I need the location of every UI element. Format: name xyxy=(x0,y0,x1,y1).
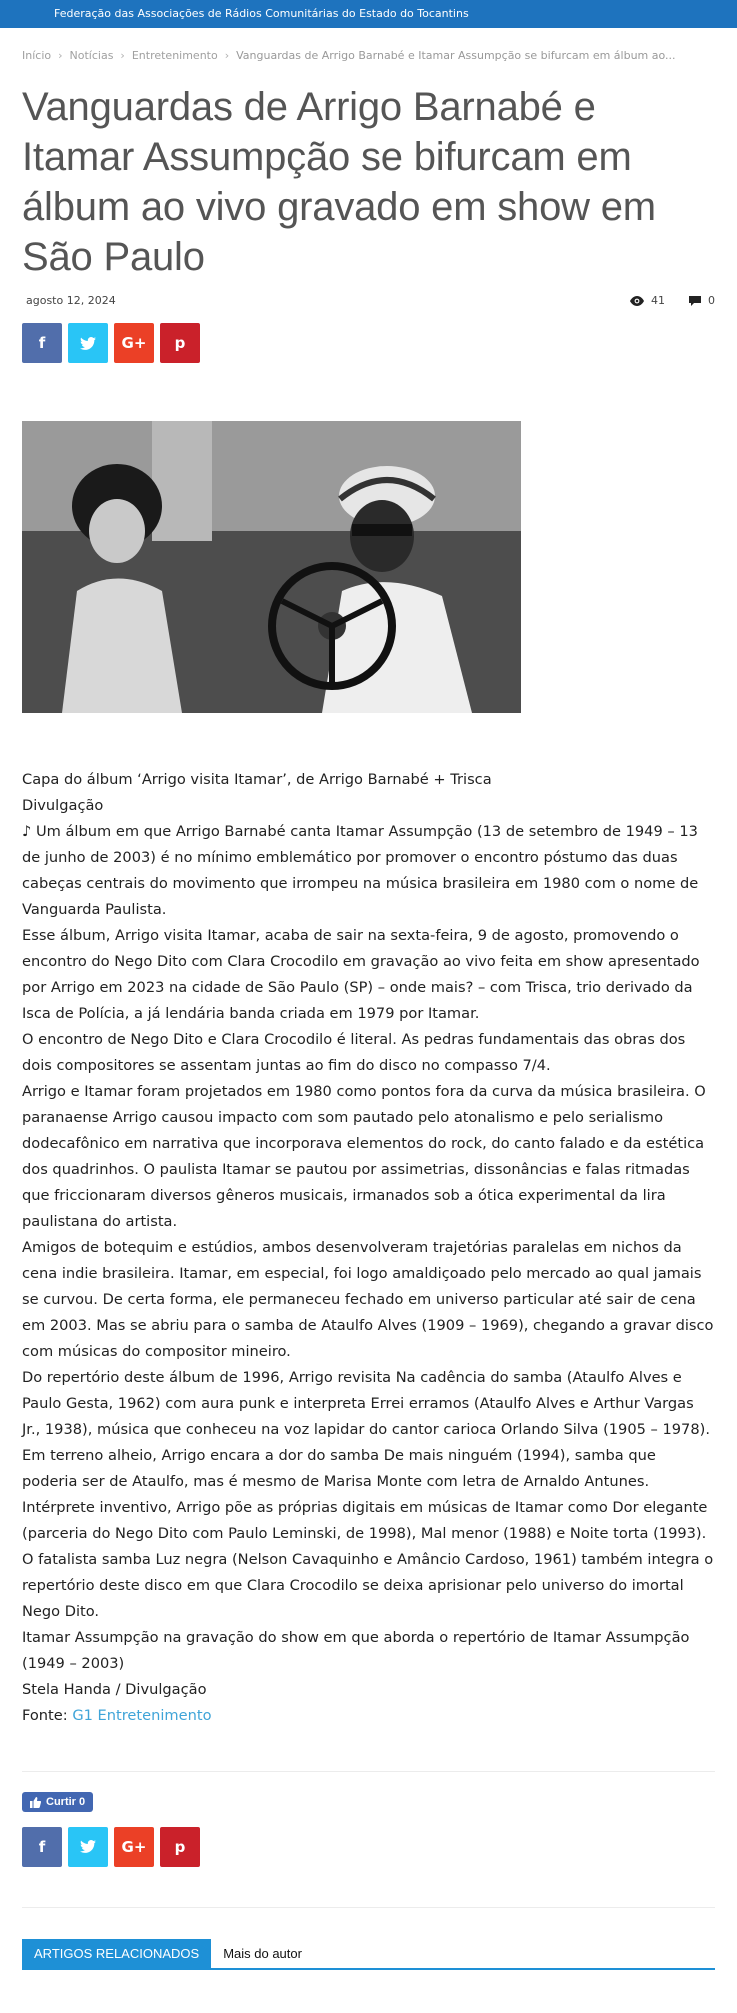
facebook-like-button[interactable] xyxy=(22,1792,93,1812)
source-line xyxy=(22,1703,715,1729)
related-tabs xyxy=(22,1940,715,1970)
divider xyxy=(22,1771,715,1772)
pinterest-icon: p xyxy=(174,1837,186,1856)
paragraph: Arrigo e Itamar foram projetados em 1980 como pontos fora da curva da música brasileira. O paranaense Arrigo causou impacto com som pautado pelo atonalismo e pelo serialismo dodecafônico em narrativa que incorporava elementos do rock, do canto falado e da estética dos quadrinhos. O paulista Itamar se pautou por assimetrias, dissonâncias e falas ritmadas que friccionaram diversos gêneros musicais, irmanados sob a ótica experimental da lira paulistana do artista. xyxy=(22,1083,706,1230)
breadcrumb-separator: › xyxy=(224,49,230,62)
post-meta xyxy=(22,294,715,307)
share-buttons-top xyxy=(22,323,715,363)
divider xyxy=(22,1907,715,1908)
googleplus-share-button[interactable] xyxy=(114,323,154,363)
googleplus-icon: G+ xyxy=(121,1837,147,1856)
facebook-icon: f xyxy=(38,1837,46,1856)
twitter-icon xyxy=(80,1840,96,1853)
article-image xyxy=(22,421,521,713)
comments-count[interactable] xyxy=(689,294,715,307)
tab-more-from-author[interactable]: Mais do autor xyxy=(223,1946,302,1961)
facebook-share-button[interactable] xyxy=(22,1827,62,1867)
top-bar xyxy=(0,0,737,28)
image-caption: Itamar Assumpção na gravação do show em que aborda o repertório de Itamar Assumpção (1949 – 2003) xyxy=(22,1629,690,1672)
views-value: 41 xyxy=(651,294,665,307)
paragraph: Amigos de botequim e estúdios, ambos desenvolveram trajetórias paralelas em nichos da cena indie brasileira. Itamar, em especial, foi logo amaldiçoado pelo mercado ao qual jamais se curvou. De certa forma, ele permaneceu fechado em universo particular até sair de cena em 2003. Mas se abriu para o samba de Ataulfo Alves (1909 – 1969), chegando a gravar disco com músicas do compositor mineiro. xyxy=(22,1239,714,1360)
paragraph: ♪ Um álbum em que Arrigo Barnabé canta Itamar Assumpção (13 de setembro de 1949 – 13 de junho de 2003) é no mínimo emblemático por promover o encontro póstumo das duas cabeças centrais do movimento que irrompeu na música brasileira em 1980 com o nome de Vanguarda Paulista. xyxy=(22,823,699,918)
breadcrumb-current: Vanguardas de Arrigo Barnabé e Itamar Assumpção se bifurcam em álbum ao... xyxy=(236,49,676,62)
post-date: agosto 12, 2024 xyxy=(26,294,116,307)
twitter-share-button[interactable] xyxy=(68,1827,108,1867)
pinterest-icon: p xyxy=(174,334,186,352)
facebook-share-button[interactable] xyxy=(22,323,62,363)
pinterest-share-button[interactable] xyxy=(160,323,200,363)
share-buttons-bottom xyxy=(22,1827,715,1867)
image-credit: Divulgação xyxy=(22,797,104,814)
comment-icon xyxy=(689,296,701,306)
paragraph: O fatalista samba Luz negra (Nelson Cavaquinho e Amâncio Cardoso, 1961) também integra o repertório deste disco em que Clara Crocodilo se deixa aprisionar pelo universo do imortal Nego Dito. xyxy=(22,1551,714,1620)
paragraph: Em terreno alheio, Arrigo encara a dor do samba De mais ninguém (1994), samba que poderia ser de Ataulfo, mas é mesmo de Marisa Monte com letra de Arnaldo Antunes. xyxy=(22,1447,656,1490)
paragraph: Esse álbum, Arrigo visita Itamar, acaba de sair na sexta-feira, 9 de agosto, promovendo o encontro do Nego Dito com Clara Crocodilo em gravação ao vivo feita em show apresentado por Arrigo em 2023 na cidade de São Paulo (SP) – onde mais? – com Trisca, trio derivado da Isca de Polícia, a já lendária banda criada em 1979 por Itamar. xyxy=(22,927,700,1022)
like-label: Curtir 0 xyxy=(46,1796,86,1808)
breadcrumb xyxy=(22,49,715,62)
paragraph: O encontro de Nego Dito e Clara Crocodilo é literal. As pedras fundamentais das obras dos dois compositores se assentam juntas ao fim do disco no compasso 7/4. xyxy=(22,1031,686,1074)
googleplus-share-button[interactable] xyxy=(114,1827,154,1867)
breadcrumb-home[interactable]: Início xyxy=(22,49,52,62)
views-count xyxy=(630,294,665,307)
article-body xyxy=(22,767,715,1729)
paragraph: Do repertório deste álbum de 1996, Arrigo revisita Na cadência do samba (Ataulfo Alves e Paulo Gesta, 1962) com aura punk e interpreta Errei erramos (Ataulfo Alves e Arthur Vargas Jr., 1938), música que conheceu na voz lapidar do cantor carioca Orlando Silva (1905 – 1978). xyxy=(22,1369,710,1438)
tab-related-articles[interactable]: ARTIGOS RELACIONADOS xyxy=(22,1939,211,1969)
comments-value: 0 xyxy=(708,294,715,307)
eye-icon xyxy=(630,296,644,306)
googleplus-icon: G+ xyxy=(121,334,147,352)
source-link[interactable]: G1 Entretenimento xyxy=(72,1707,212,1724)
facebook-icon: f xyxy=(38,334,46,352)
pinterest-share-button[interactable] xyxy=(160,1827,200,1867)
thumbs-up-icon xyxy=(30,1797,41,1808)
album-cover-photo xyxy=(22,421,521,713)
page-title: Vanguardas de Arrigo Barnabé e Itamar Assumpção se bifurcam em álbum ao vivo gravado em show em São Paulo xyxy=(22,85,656,279)
breadcrumb-separator: › xyxy=(120,49,125,62)
site-name[interactable]: Federação das Associações de Rádios Comunitárias do Estado do Tocantins xyxy=(54,7,469,20)
paragraph: Intérprete inventivo, Arrigo põe as próprias digitais em músicas de Itamar como Dor elegante (parceria do Nego Dito com Paulo Leminski, de 1998), Mal menor (1988) e Noite torta (1993). xyxy=(22,1499,708,1542)
breadcrumb-separator: › xyxy=(58,49,63,62)
source-label: Fonte: xyxy=(22,1707,68,1724)
breadcrumb-entertainment[interactable]: Entretenimento xyxy=(131,49,218,62)
twitter-share-button[interactable] xyxy=(68,323,108,363)
image-caption: Capa do álbum ‘Arrigo visita Itamar’, de Arrigo Barnabé + Trisca xyxy=(22,771,492,788)
image-credit: Stela Handa / Divulgação xyxy=(22,1681,207,1698)
twitter-icon xyxy=(80,337,96,350)
breadcrumb-news[interactable]: Notícias xyxy=(69,49,114,62)
